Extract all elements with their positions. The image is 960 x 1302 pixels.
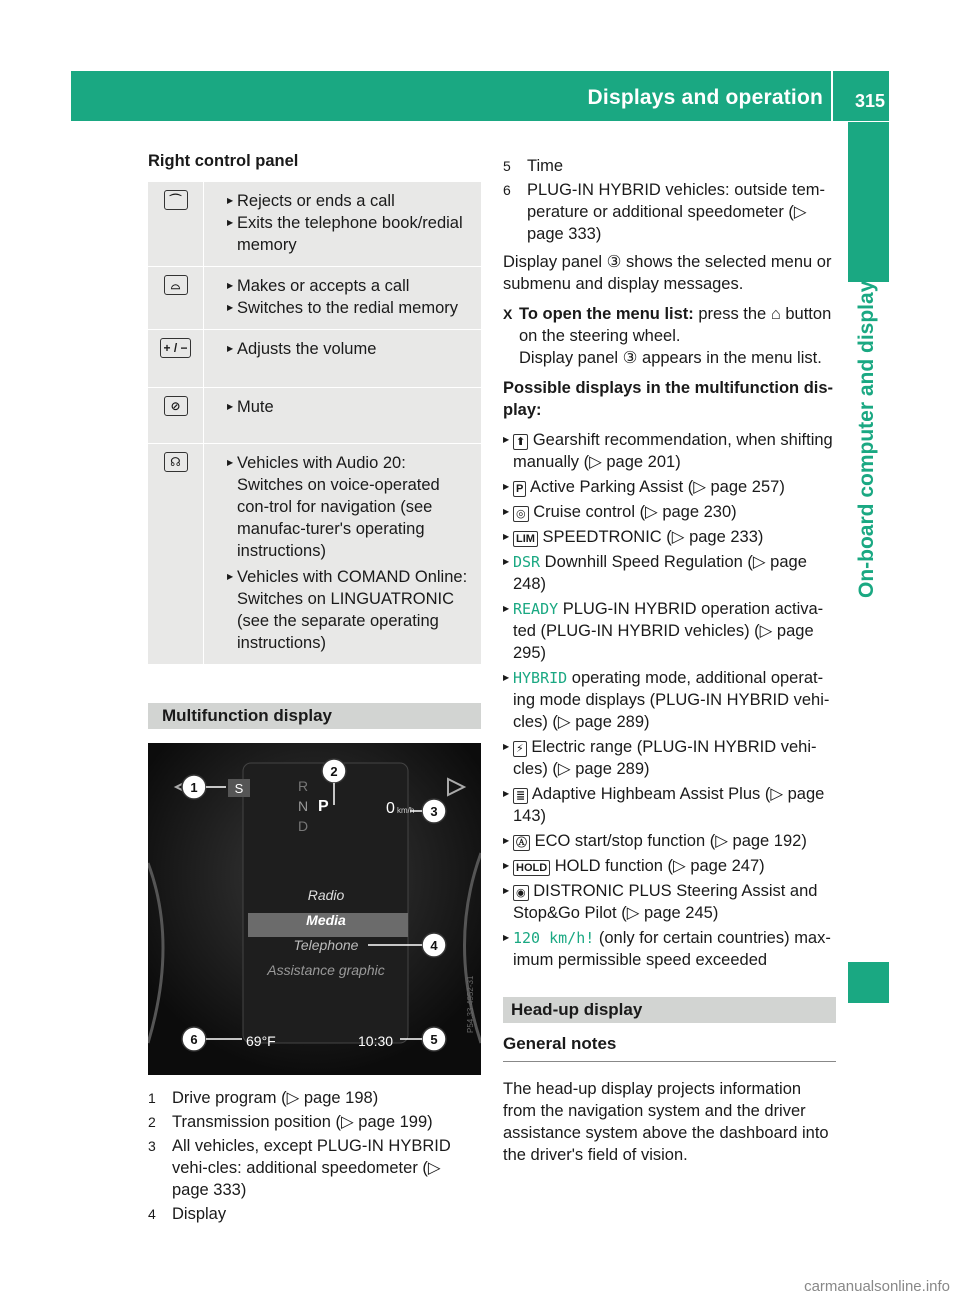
list-item: ▶ DSR Downhill Speed Regulation (▷ page 248)	[503, 551, 836, 595]
list-item: ▶ P Active Parking Assist (▷ page 257)	[503, 476, 836, 498]
svg-text:R: R	[298, 778, 309, 794]
list-item: ▶ HYBRID operating mode, additional operat-ing mode displays (PLUG-IN HYBRID vehi-cles) (▷ page 289)	[503, 667, 836, 733]
gear-position: P	[318, 798, 329, 815]
end-call-icon: ⌒	[148, 182, 204, 267]
speed-value: 0	[386, 800, 395, 817]
list-item: ▶ READY PLUG-IN HYBRID operation activa-ted (PLUG-IN HYBRID vehicles) (▷ page 295)	[503, 598, 836, 664]
table-row	[148, 182, 481, 267]
callout: 5	[430, 1032, 438, 1047]
cluster-graphic	[148, 743, 481, 1075]
highbeam-icon: ≣	[513, 788, 528, 804]
callout: 4	[430, 938, 438, 953]
table-row	[148, 267, 481, 330]
cluster-illustration	[148, 743, 481, 1075]
gearshift-icon: ⬆	[513, 434, 528, 450]
svg-text:N: N	[298, 798, 309, 814]
list-item: ▶ Adjusts the volume	[227, 338, 475, 360]
list-item: 1 Drive program (▷ page 198)	[148, 1089, 379, 1107]
section-heading: Right control panel	[148, 152, 299, 170]
left-column	[148, 150, 481, 1227]
list-item: ▶ LIM SPEEDTRONIC (▷ page 233)	[503, 526, 836, 548]
item-text: Switches on voice-operated con-trol for navigation (see manufac-turer's operating instructions)	[237, 476, 440, 560]
svg-text:km/h: km/h	[397, 806, 415, 815]
paragraph: Display panel ③ shows the selected menu or submenu and display messages.	[503, 253, 832, 293]
right-column	[503, 155, 836, 1183]
list-item: 5 Time	[503, 157, 564, 175]
table-row	[148, 330, 481, 388]
list-item: ▶ HOLD HOLD function (▷ page 247)	[503, 855, 836, 877]
side-marker	[848, 962, 889, 1003]
speedtronic-icon: LIM	[513, 531, 538, 547]
list-item: 6 PLUG-IN HYBRID vehicles: outside tem-perature or additional speedometer (▷ page 333)	[503, 181, 826, 243]
side-label-text: On-board computer and displays	[855, 268, 878, 598]
list-item: ▶ ◉ DISTRONIC PLUS Steering Assist and Stop&Go Pilot (▷ page 245)	[503, 880, 836, 924]
item-text: Switches on LINGUATRONIC (see the separate operating instructions)	[237, 590, 454, 652]
menu-item: Assistance graphic	[267, 962, 385, 978]
instruction-step: X To open the menu list: press the ⌂ button on the steering wheel. Display panel ③ appears in the menu list.	[503, 303, 836, 369]
list-item: 2 Transmission position (▷ page 199)	[148, 1113, 433, 1131]
table-row	[148, 388, 481, 444]
menu-item: Telephone	[293, 937, 359, 953]
list-item: ▶ Vehicles with Audio 20:	[227, 452, 475, 474]
table-row	[148, 444, 481, 665]
side-tab	[848, 122, 889, 282]
callout: 3	[430, 804, 438, 819]
page-number: 315	[854, 91, 885, 111]
list-item: ▶ Makes or accepts a call	[227, 275, 475, 297]
callout: 1	[190, 780, 198, 795]
electric-range-icon: ⚡	[513, 741, 527, 757]
list-item: 3 All vehicles, except PLUG-IN HYBRID vehi-cles: additional speedometer (▷ page 333)	[148, 1137, 451, 1199]
list-item: ▶ ⬆ Gearshift recommendation, when shifting manually (▷ page 201)	[503, 429, 836, 473]
list-item: ▶ Rejects or ends a call	[227, 190, 475, 212]
accept-call-icon: ⌓	[148, 267, 204, 330]
section-heading-multifunction: Multifunction display	[148, 703, 481, 729]
mute-icon: ⊘	[148, 388, 204, 444]
list-item: ▶ ◎ Cruise control (▷ page 230)	[503, 501, 836, 523]
header-bar	[71, 71, 889, 121]
list-item: ▶ Mute	[227, 396, 475, 418]
voice-control-icon: ☊	[148, 444, 204, 665]
svg-text:P54.33-4952-31: P54.33-4952-31	[466, 975, 475, 1033]
eco-icon: Ⓐ	[513, 835, 530, 851]
svg-text:D: D	[298, 818, 309, 834]
watermark: carmanualsonline.info	[804, 1278, 950, 1295]
paragraph-heading: Possible displays in the multifunction dis-play:	[503, 379, 834, 419]
volume-icon: + / −	[148, 330, 204, 388]
header-divider	[831, 71, 833, 121]
outside-temperature: 69°F	[246, 1033, 276, 1049]
callout: 6	[190, 1032, 198, 1047]
list-item: ▶ Vehicles with COMAND Online:	[227, 566, 475, 588]
list-item: ▶ ≣ Adaptive Highbeam Assist Plus (▷ page 143)	[503, 783, 836, 827]
callout: 2	[330, 764, 338, 779]
list-item: ▶ Ⓐ ECO start/stop function (▷ page 192)	[503, 830, 836, 852]
list-item: ▶ ⚡ Electric range (PLUG-IN HYBRID vehi-cles) (▷ page 289)	[503, 736, 836, 780]
list-item: 4 Display	[148, 1205, 227, 1223]
hold-icon: HOLD	[513, 860, 550, 876]
list-item: ▶ 120 km/h! (only for certain countries) max-imum permissible speed exceeded	[503, 927, 836, 971]
list-item: ▶ Exits the telephone book/redial memory	[227, 212, 475, 256]
clock-time: 10:30	[358, 1033, 394, 1049]
control-table	[148, 182, 481, 665]
menu-item: Radio	[307, 887, 345, 903]
display-list	[503, 429, 836, 971]
subheading: General notes	[503, 1033, 836, 1062]
header-title: Displays and operation	[587, 86, 823, 109]
cruise-control-icon: ◎	[513, 506, 529, 522]
drive-program: S	[234, 781, 244, 796]
menu-item-selected: Media	[306, 912, 346, 928]
paragraph: The head-up display projects information from the navigation system and the driver assistance system above the dashboard into the driver's field of vision.	[503, 1080, 829, 1164]
distronic-icon: ◉	[513, 885, 529, 901]
section-heading-hud: Head-up display	[503, 997, 836, 1023]
list-item: ▶ Switches to the redial memory	[227, 297, 475, 319]
legend-list	[148, 1087, 481, 1225]
parking-icon: P	[513, 481, 526, 497]
